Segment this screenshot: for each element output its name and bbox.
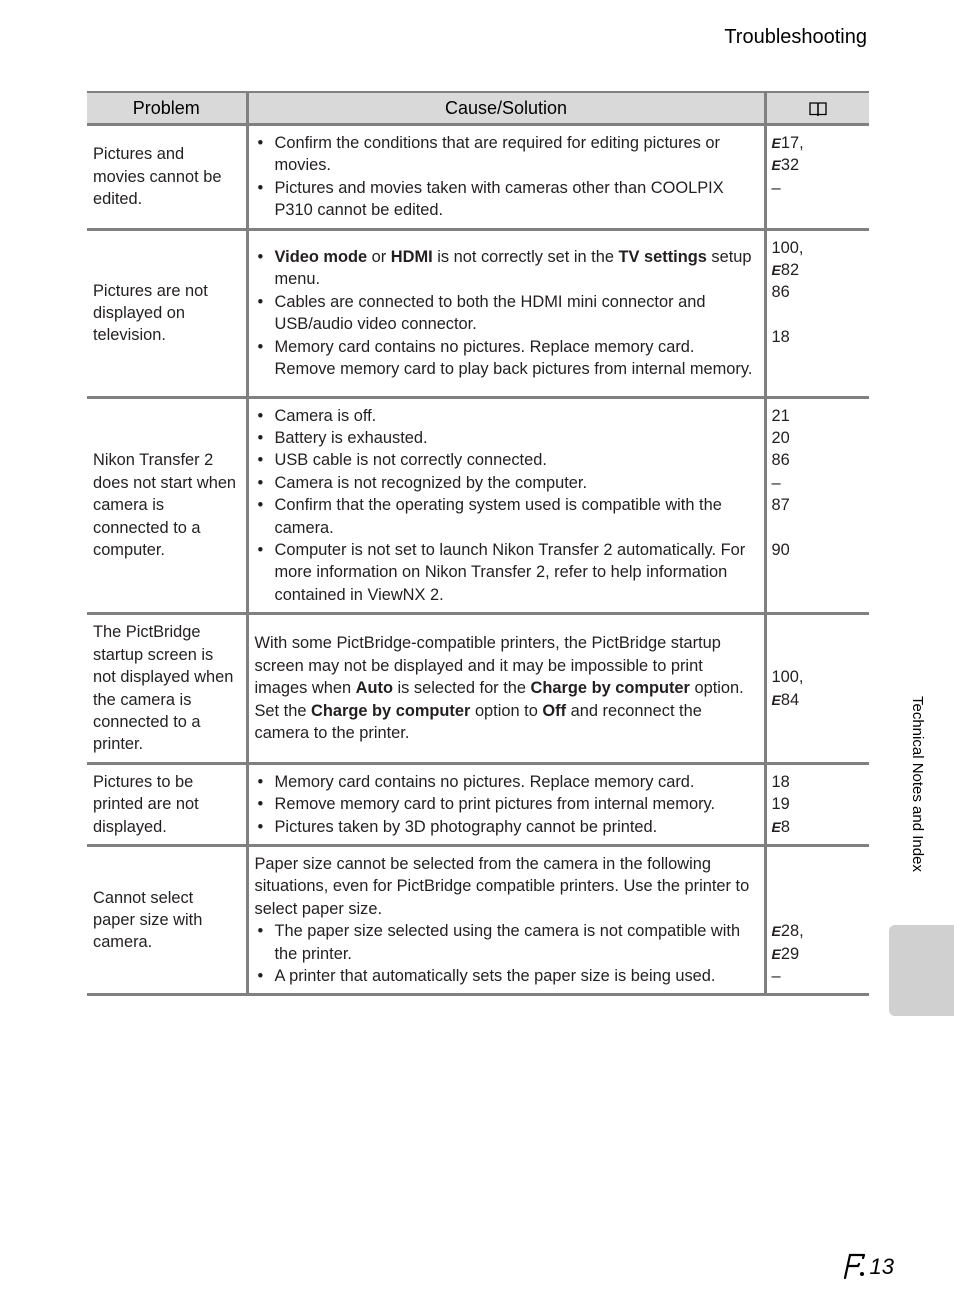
page-reference: 17, — [780, 134, 804, 152]
table-row — [87, 397, 869, 614]
page-number-value: 13 — [869, 1254, 894, 1279]
list-item: • Video mode or HDMI is not correctly set in the TV settings setup menu. — [275, 246, 758, 291]
cause-cell — [247, 125, 765, 230]
page-reference: 100, — [771, 238, 804, 257]
page-reference: – — [771, 178, 781, 197]
reference-cell — [765, 229, 869, 397]
table-row — [87, 763, 869, 845]
cause-cell — [247, 763, 765, 845]
cause-cell — [247, 614, 765, 763]
menu-option-name: Charge by computer — [311, 701, 471, 720]
technical-notes-icon — [842, 1252, 868, 1282]
cause-cell — [247, 397, 765, 614]
problem-cell: Pictures are not displayed on television. — [87, 229, 247, 397]
page-reference: 32 — [780, 156, 800, 175]
cause-cell — [247, 229, 765, 397]
list-item: • Memory card contains no pictures. Replace memory card. Remove memory card to play back pictures from internal memory. — [275, 336, 758, 381]
list-item: • USB cable is not correctly connected. — [275, 449, 758, 471]
column-header-problem: Problem — [87, 92, 247, 125]
paragraph: Paper size cannot be selected from the camera in the following situations, even for PictBridge compatible printers. Use the printer to select paper size. — [254, 854, 750, 918]
table-row — [87, 614, 869, 763]
problem-cell: Nikon Transfer 2 does not start when camera is connected to a computer. — [87, 397, 247, 614]
table-row — [87, 125, 869, 230]
problem-cell: Pictures and movies cannot be edited. — [87, 125, 247, 230]
reference-cell — [765, 125, 869, 230]
page-reference: 84 — [780, 690, 800, 709]
table-row — [87, 229, 869, 397]
list-item: • Pictures taken by 3D photography cannot be printed. — [275, 816, 758, 838]
reference-section-icon: E — [771, 262, 779, 279]
list-item: • The paper size selected using the camera is not compatible with the printer. — [275, 920, 758, 965]
list-item: • Remove memory card to print pictures from internal memory. — [275, 793, 758, 815]
menu-option-name: Off — [542, 701, 567, 720]
problem-cell: Cannot select paper size with camera. — [87, 845, 247, 994]
page-reference: 18 — [771, 328, 790, 347]
table-header-row — [87, 92, 869, 125]
reference-section-icon: E — [771, 135, 779, 151]
menu-option-name: Charge by computer — [530, 679, 690, 698]
problem-cell: The PictBridge startup screen is not displayed when the camera is connected to a printer. — [87, 614, 247, 763]
menu-option-name: Auto — [355, 679, 393, 698]
page-reference: 82 — [780, 261, 800, 280]
page-reference: 18 — [771, 772, 790, 791]
list-item: • Camera is off. — [275, 405, 758, 427]
list-item: • Camera is not recognized by the computer. — [275, 472, 758, 494]
cause-cell — [247, 845, 765, 994]
list-item: • Confirm that the operating system used is compatible with the camera. — [275, 494, 758, 539]
side-section-tab — [889, 925, 954, 1016]
reference-section-icon: E — [771, 691, 779, 708]
page-reference: 86 — [771, 283, 790, 302]
side-section-label: Technical Notes and Index — [909, 696, 926, 872]
paragraph: With some PictBridge-compatible printers, the PictBridge startup screen may not be displayed and it may be impossible to print images when Auto is selected for the Charge by computer option. Set the Charge by computer option to Off and reconnect the camera to the printer. — [254, 634, 744, 743]
list-item: • Pictures and movies taken with cameras other than COOLPIX P310 cannot be edited. — [275, 177, 758, 222]
page-reference: – — [771, 966, 781, 985]
page-reference: 86 — [771, 451, 790, 470]
page-number — [842, 1250, 894, 1284]
menu-option-name: HDMI — [390, 247, 433, 266]
list-item: • Computer is not set to launch Nikon Transfer 2 automatically. For more information on Nikon Transfer 2, refer to help information contained in ViewNX 2. — [275, 539, 758, 606]
page-reference: 29 — [780, 944, 800, 963]
page-reference: 20 — [771, 429, 790, 448]
page-reference: 100, — [771, 668, 804, 687]
column-header-reference — [765, 92, 869, 125]
table-row — [87, 845, 869, 994]
page-reference: 28, — [780, 922, 804, 941]
menu-name: TV settings — [618, 247, 707, 266]
list-item: • Battery is exhausted. — [275, 427, 758, 449]
reference-section-icon: E — [771, 818, 779, 835]
page-reference: – — [771, 473, 781, 492]
list-item: • Cables are connected to both the HDMI mini connector and USB/audio video connector. — [275, 291, 758, 336]
list-item: • Confirm the conditions that are required for editing pictures or movies. — [275, 132, 758, 177]
reference-section-icon: E — [771, 923, 779, 940]
page-reference: 21 — [771, 406, 790, 425]
menu-option-name: Video mode — [274, 247, 368, 266]
page-reference: 87 — [771, 496, 790, 515]
list-item: • Memory card contains no pictures. Replace memory card. — [275, 771, 758, 793]
page-reference: 8 — [780, 817, 790, 836]
troubleshooting-table — [87, 91, 869, 996]
section-title: Troubleshooting — [724, 26, 867, 48]
problem-cell: Pictures to be printed are not displayed. — [87, 763, 247, 845]
column-header-cause-solution: Cause/Solution — [247, 92, 765, 125]
reference-cell — [765, 845, 869, 994]
reference-cell — [765, 614, 869, 763]
list-item: • A printer that automatically sets the paper size is being used. — [275, 965, 758, 987]
reference-section-icon: E — [771, 945, 779, 962]
reference-section-icon: E — [771, 157, 779, 174]
book-icon — [808, 101, 828, 117]
reference-cell — [765, 763, 869, 845]
reference-cell — [765, 397, 869, 614]
page-reference: 90 — [771, 541, 790, 560]
page-reference: 19 — [771, 795, 790, 814]
